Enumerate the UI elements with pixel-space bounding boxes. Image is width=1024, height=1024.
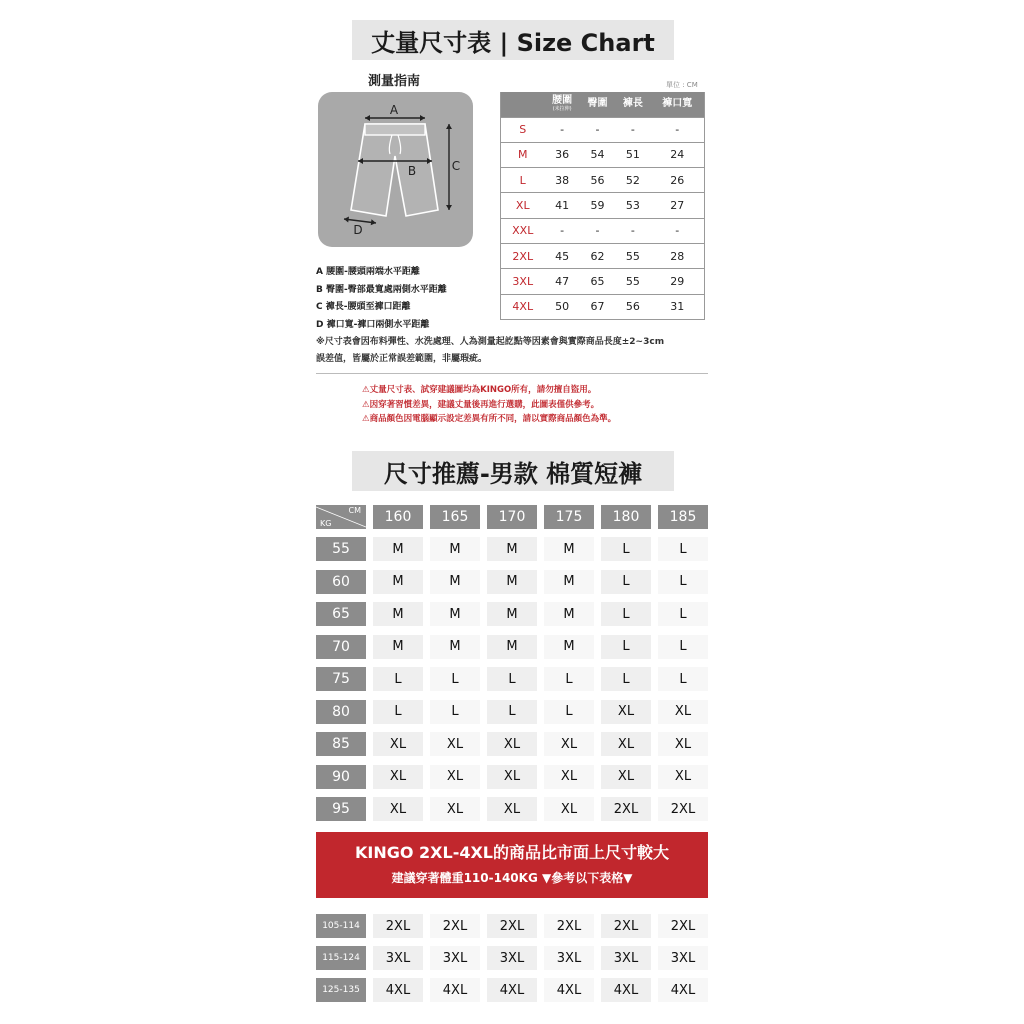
measurement-cell: - xyxy=(545,218,580,243)
size-cell: XL xyxy=(430,765,480,789)
size-cell: 2XL xyxy=(544,914,594,938)
size-cell: XL xyxy=(658,765,708,789)
size-label: 2XL xyxy=(501,243,545,268)
height-header: 170 xyxy=(487,505,537,529)
table-row xyxy=(501,294,705,319)
measurement-cell: 28 xyxy=(651,243,705,268)
header-size xyxy=(501,92,545,117)
size-cell: L xyxy=(601,667,651,691)
size-cell: M xyxy=(373,602,423,626)
size-cell: L xyxy=(373,667,423,691)
size-cell: M xyxy=(430,635,480,659)
warning-3: ⚠商品顏色因電腦顯示設定差異有所不同，請以實際商品顏色為準。 xyxy=(362,414,617,424)
shorts-icon xyxy=(318,92,473,247)
size-cell: L xyxy=(601,635,651,659)
size-cell: 4XL xyxy=(544,978,594,1002)
weight-label: 90 xyxy=(316,765,366,789)
legend-item-d: D 褲口寬-褲口兩側水平距離 xyxy=(316,319,430,330)
size-cell: 3XL xyxy=(430,946,480,970)
measurement-cell: 31 xyxy=(651,294,705,319)
size-cell: XL xyxy=(658,732,708,756)
size-cell: M xyxy=(430,602,480,626)
weight-range-label: 115-124 xyxy=(316,946,366,970)
measurement-cell: - xyxy=(545,117,580,142)
size-cell: 2XL xyxy=(658,914,708,938)
size-cell: 4XL xyxy=(601,978,651,1002)
size-label: S xyxy=(501,117,545,142)
measurement-cell: 56 xyxy=(615,294,650,319)
size-cell: XL xyxy=(601,700,651,724)
unit-label: 單位 : CM xyxy=(666,81,698,89)
measurement-cell: 41 xyxy=(545,193,580,218)
divider xyxy=(316,373,708,374)
size-cell: XL xyxy=(430,732,480,756)
weight-label: 85 xyxy=(316,732,366,756)
size-cell: XL xyxy=(487,797,537,821)
size-cell: L xyxy=(544,700,594,724)
measurement-cell: 29 xyxy=(651,269,705,294)
warning-1: ⚠丈量尺寸表、試穿建議圖均為KINGO所有，請勿擅自盜用。 xyxy=(362,385,597,395)
size-label: 3XL xyxy=(501,269,545,294)
table-row xyxy=(501,168,705,193)
size-cell: L xyxy=(658,602,708,626)
measurement-cell: 65 xyxy=(580,269,615,294)
size-cell: L xyxy=(487,667,537,691)
height-header: 160 xyxy=(373,505,423,529)
size-cell: XL xyxy=(544,732,594,756)
size-cell: L xyxy=(544,667,594,691)
corner-cm: CM xyxy=(348,506,361,515)
size-cell: M xyxy=(373,537,423,561)
table-row xyxy=(501,243,705,268)
size-cell: L xyxy=(373,700,423,724)
legend-item-c: C 褲長-腰頭至褲口距離 xyxy=(316,302,411,312)
size-cell: L xyxy=(658,537,708,561)
size-cell: L xyxy=(601,537,651,561)
warning-notes xyxy=(362,383,616,427)
measurement-cell: - xyxy=(580,218,615,243)
banner-line-2: 建議穿著體重110-140KG ▼參考以下表格▼ xyxy=(391,871,633,885)
measurement-note: ※尺寸表會因布料彈性、水洗處理、人為測量起訖點等因素會與實際商品長度±2~3cm 誤差值，皆屬於正常誤差範圍，非屬瑕疵。 xyxy=(316,337,665,364)
measurement-cell: 52 xyxy=(615,168,650,193)
size-cell: XL xyxy=(487,732,537,756)
recommendation-title: 尺寸推薦-男款 棉質短褲 xyxy=(352,451,674,491)
measurement-cell: 38 xyxy=(545,168,580,193)
corner-kg: KG xyxy=(320,519,332,528)
measurement-cell: - xyxy=(615,117,650,142)
size-cell: L xyxy=(601,570,651,594)
size-cell: 4XL xyxy=(373,978,423,1002)
size-cell: M xyxy=(430,537,480,561)
measurement-cell: - xyxy=(651,117,705,142)
size-cell: 4XL xyxy=(658,978,708,1002)
height-header: 175 xyxy=(544,505,594,529)
size-cell: XL xyxy=(430,797,480,821)
measurement-cell: 50 xyxy=(545,294,580,319)
measurement-cell: - xyxy=(615,218,650,243)
grid-corner xyxy=(316,505,366,529)
size-cell: 3XL xyxy=(373,946,423,970)
shorts-diagram xyxy=(318,92,473,247)
size-cell: L xyxy=(487,700,537,724)
size-cell: L xyxy=(658,635,708,659)
measurement-cell: 27 xyxy=(651,193,705,218)
warning-2: ⚠因穿著習慣差異，建議丈量後再進行選購，此圖表僅供參考。 xyxy=(362,399,600,410)
size-label: 4XL xyxy=(501,294,545,319)
size-cell: 4XL xyxy=(487,978,537,1002)
measurement-cell: 55 xyxy=(615,269,650,294)
size-cell: XL xyxy=(601,765,651,789)
size-cell: M xyxy=(430,570,480,594)
table-row xyxy=(501,142,705,167)
measurement-cell: 51 xyxy=(615,142,650,167)
measurement-cell: 56 xyxy=(580,168,615,193)
measurement-legend xyxy=(316,264,447,334)
header-length: 褲長 xyxy=(615,92,650,117)
size-cell: 2XL xyxy=(601,797,651,821)
size-label: L xyxy=(501,168,545,193)
weight-label: 75 xyxy=(316,667,366,691)
measurement-cell: 55 xyxy=(615,243,650,268)
size-label: XL xyxy=(501,193,545,218)
measurement-cell: 62 xyxy=(580,243,615,268)
size-cell: L xyxy=(601,602,651,626)
size-measurement-table xyxy=(500,92,705,320)
weight-range-label: 125-135 xyxy=(316,978,366,1002)
weight-label: 65 xyxy=(316,602,366,626)
weight-range-label: 105-114 xyxy=(316,914,366,938)
measurement-cell: 54 xyxy=(580,142,615,167)
size-cell: XL xyxy=(601,732,651,756)
size-cell: M xyxy=(487,570,537,594)
size-cell: L xyxy=(658,570,708,594)
legend-item-a: A 腰圍-腰頭兩端水平距離 xyxy=(316,267,420,277)
size-cell: XL xyxy=(373,797,423,821)
size-cell: 2XL xyxy=(658,797,708,821)
header-waist: 腰圍 (未拉伸) xyxy=(545,92,580,117)
measurement-cell: 47 xyxy=(545,269,580,294)
measurement-cell: 45 xyxy=(545,243,580,268)
measurement-cell: 36 xyxy=(545,142,580,167)
size-cell: XL xyxy=(544,765,594,789)
header-hip: 臀圍 xyxy=(580,92,615,117)
measurement-cell: - xyxy=(580,117,615,142)
size-cell: M xyxy=(487,635,537,659)
measurement-cell: 24 xyxy=(651,142,705,167)
size-cell: M xyxy=(544,602,594,626)
size-cell: 4XL xyxy=(430,978,480,1002)
size-cell: XL xyxy=(544,797,594,821)
table-header-row xyxy=(501,92,705,117)
weight-label: 55 xyxy=(316,537,366,561)
size-cell: M xyxy=(544,570,594,594)
measurement-cell: - xyxy=(651,218,705,243)
header-hem-width: 褲口寬 xyxy=(651,92,705,117)
size-cell: XL xyxy=(658,700,708,724)
measurement-cell: 59 xyxy=(580,193,615,218)
measurement-cell: 26 xyxy=(651,168,705,193)
height-header: 185 xyxy=(658,505,708,529)
size-cell: 2XL xyxy=(487,914,537,938)
label-b: B xyxy=(407,164,417,178)
legend-item-b: B 臀圍-臀部最寬處兩側水平距離 xyxy=(316,284,447,295)
measurement-cell: 53 xyxy=(615,193,650,218)
size-cell: 3XL xyxy=(601,946,651,970)
size-cell: 2XL xyxy=(601,914,651,938)
label-c: C xyxy=(451,159,461,173)
size-cell: L xyxy=(430,700,480,724)
weight-label: 60 xyxy=(316,570,366,594)
size-cell: M xyxy=(544,635,594,659)
large-size-banner xyxy=(316,832,708,898)
size-cell: M xyxy=(544,537,594,561)
size-cell: 2XL xyxy=(430,914,480,938)
height-header: 180 xyxy=(601,505,651,529)
size-cell: XL xyxy=(373,765,423,789)
size-label: XXL xyxy=(501,218,545,243)
size-label: M xyxy=(501,142,545,167)
weight-label: 70 xyxy=(316,635,366,659)
table-row xyxy=(501,193,705,218)
size-cell: XL xyxy=(487,765,537,789)
label-a: A xyxy=(389,103,399,117)
banner-line-1: KINGO 2XL-4XL的商品比市面上尺寸較大 xyxy=(354,843,670,862)
table-row xyxy=(501,269,705,294)
size-chart-title: 丈量尺寸表 | Size Chart xyxy=(352,20,674,60)
height-header: 165 xyxy=(430,505,480,529)
size-cell: L xyxy=(658,667,708,691)
label-d: D xyxy=(353,223,363,237)
size-cell: 3XL xyxy=(487,946,537,970)
size-cell: L xyxy=(430,667,480,691)
measurement-guide-title: 測量指南 xyxy=(368,74,421,89)
table-row xyxy=(501,117,705,142)
weight-label: 80 xyxy=(316,700,366,724)
size-cell: M xyxy=(487,537,537,561)
size-cell: XL xyxy=(373,732,423,756)
size-cell: M xyxy=(373,635,423,659)
table-row xyxy=(501,218,705,243)
weight-label: 95 xyxy=(316,797,366,821)
size-cell: M xyxy=(487,602,537,626)
size-cell: 3XL xyxy=(658,946,708,970)
size-cell: 2XL xyxy=(373,914,423,938)
size-cell: 3XL xyxy=(544,946,594,970)
measurement-cell: 67 xyxy=(580,294,615,319)
size-cell: M xyxy=(373,570,423,594)
